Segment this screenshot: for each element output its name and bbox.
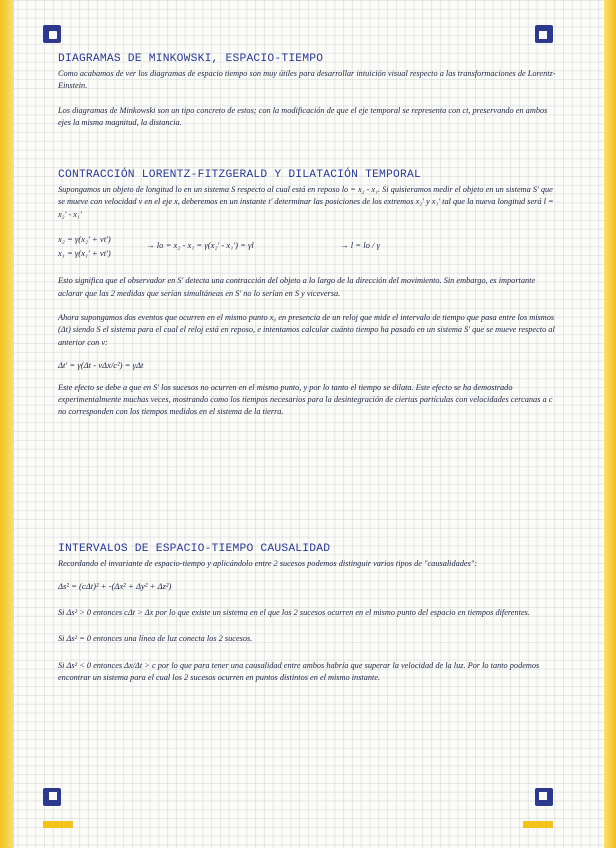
corner-mark-top-right [535, 25, 553, 43]
heading-minkowski: DIAGRAMAS DE MINKOWSKI, ESPACIO-TIEMPO [58, 53, 324, 65]
equation-x1: x₁ = γ(x₁' + vt') [58, 248, 111, 259]
section-contraccion [58, 168, 558, 419]
contraccion-paragraph-2: Esto significa que el observador en S' detecta una contracción del objeto a lo largo de la dirección del movimiento. Sin embargo, es importante aclarar que las 2 medidas que serían simultáneas en S' no lo serían en S y viceversa. [58, 276, 536, 298]
yellow-tab-bottom-left [43, 821, 73, 828]
case-spacelike: Si Δs² < 0 entonces Δx/Δt > c por lo que para tener una causalidad entre ambos habría que superar la velocidad de la luz. Por lo tanto podemos encontrar un sistema para el cual los 2 sucesos ocurren en puntos distintos en el mismo instante. [58, 660, 540, 683]
section-minkowski [58, 52, 558, 130]
intervalos-paragraph-1: Recordando el invariante de espacio-tiempo y aplicándolo entre 2 sucesos podemos distinguir varios tipos de "causalidades": [58, 559, 478, 568]
contraccion-paragraph-1: Supongamos un objeto de longitud lo en un sistema S respecto al cual está en reposo lo = x₂ - x₁. Si quisieramos medir el objeto en un sistema S' que se mueve con velocidad v en el eje x, deberemos en un instante t' determinar las posiciones de los extremos x₂' y x₁' tal que la nueva longitud será l = x₂' - x₁' [58, 185, 554, 219]
heading-contraccion: CONTRACCIÓN LORENTZ-FITZGERALD Y DILATACIÓN TEMPORAL [58, 169, 421, 181]
yellow-tab-bottom-right [523, 821, 553, 828]
equation-contracted-length: → l = lo / γ [340, 240, 380, 251]
equation-time-dilation: Δt' = γ(Δt - vΔx/c²) = γΔt [58, 360, 144, 371]
contraccion-paragraph-4: Este efecto se debe a que en S' los sucesos no ocurren en el mismo punto, y por lo tanto el tiempo se dilata. Este efecto se ha demostrado experimentalmente muchas veces, mostrando como los tiempos necesarios para la desintegración de ciertas partículas con velocidades cercanas a c no corresponden con los tiempos medidos en el sistema de la tierra. [58, 382, 553, 417]
equation-x2: x₂ = γ(x₂' + vt') [58, 234, 111, 245]
minkowski-paragraph-2: Los diagramas de Minkowski son un tipo concreto de estos; con la modificación de que el eje temporal se representa con ct, preservando en ambos ejes la misma magnitud, la distancia. [58, 105, 548, 128]
section-intervalos [58, 542, 558, 684]
corner-mark-bottom-left [43, 788, 61, 806]
page-edge-right [604, 0, 616, 848]
corner-mark-top-left [43, 25, 61, 43]
case-timelike: Si Δs² > 0 entonces cΔt > Δx por lo que existe un sistema en el que los 2 sucesos ocurren en el mismo punto del espacio en tiempos diferentes. [58, 607, 530, 617]
case-lightlike: Si Δs² = 0 entonces una línea de luz conecta los 2 sucesos. [58, 634, 253, 644]
page-edge-left [0, 0, 14, 848]
contraccion-paragraph-3: Ahora supongamos dos eventos que ocurren en el mismo punto x₀ en presencia de un reloj que mide el intervalo de tiempo que pasa entre los mismos (Δt) siendo S el sistema para el cual el reloj está en reposo, e intentamos calcular cuánto tiempo ha pasado en un sistema S' que se mueve respecto al anterior con v: [58, 313, 555, 347]
equation-spacetime-interval: Δs² = (cΔt)² + -(Δx² + Δy² + Δz²) [58, 581, 172, 592]
equation-length-relation: → lo = x₂ - x₁ = γ(x₂' - x₁') = γl [146, 240, 254, 251]
corner-mark-bottom-right [535, 788, 553, 806]
length-contraction-equations [58, 233, 558, 267]
minkowski-paragraph-1: Como acabamos de ver los diagramas de espacio tiempo son muy útiles para desarrollar intuición visual respecto a las transformaciones de Lorentz-Einstein. [58, 69, 556, 91]
heading-intervalos: INTERVALOS DE ESPACIO-TIEMPO CAUSALIDAD [58, 543, 331, 555]
